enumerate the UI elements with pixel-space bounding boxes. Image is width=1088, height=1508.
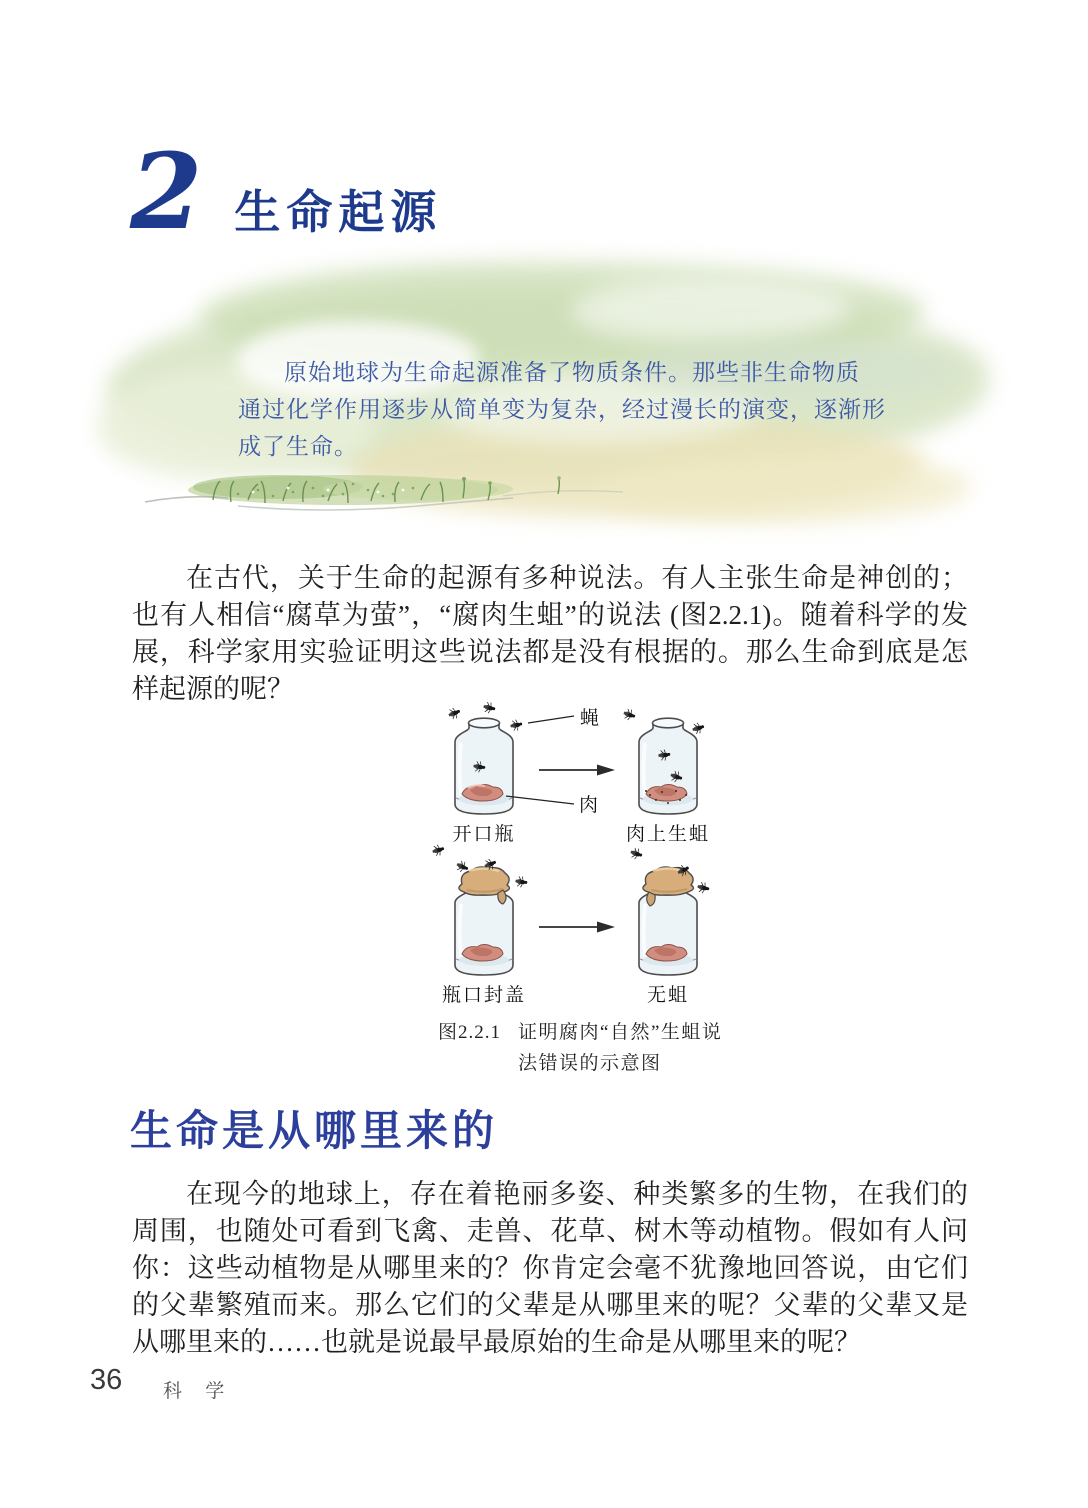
fly-icon: [514, 875, 528, 888]
open-jar-maggots-illustration: [618, 697, 715, 820]
meat-pointer-label: 肉: [579, 795, 599, 816]
book-title: 科 学: [163, 1381, 234, 1402]
figure-caption-number: 图2.2.1: [438, 1022, 502, 1043]
watercolor-cloud: [571, 278, 849, 342]
arrow-right-icon: [538, 920, 616, 934]
paragraph-ancient-theories: 在古代，关于生命的起源有多种说法。有人主张生命是神创的；也有人相信“腐草为萤”，“腐肉生蛆”的说法 (图2.2.1)。随着科学的发展，科学家用实验证明这些说法都是没有根据的。那么生命到底是怎样起源的呢？: [132, 563, 968, 704]
meat-illustration: [462, 785, 503, 802]
intro-banner: [88, 262, 1016, 528]
banner-text: [238, 354, 898, 465]
fly-icon: [509, 719, 523, 732]
paragraph-where-life-from: 在现今的地球上，存在着艳丽多姿、种类繁多的生物，在我们的周围，也随处可看到飞禽、走兽、花草、树木等动植物。假如有人问你：这些动植物是从哪里来的？你肯定会毫不犹豫地回答说，由它们的父辈繁殖而来。那么它们的父辈是从哪里来的呢？父辈的父辈又是从哪里来的……也就是说最早最原始的生命是从哪里来的呢？: [132, 1179, 968, 1357]
fly-icon: [621, 707, 637, 722]
pointer-line: [528, 716, 574, 723]
figure-caption: [438, 1017, 734, 1079]
fly-icon: [696, 881, 711, 895]
jar-label-sealed: 瓶口封盖: [441, 985, 527, 1006]
fly-icon: [446, 706, 462, 721]
banner-line: 成了生命。: [238, 434, 358, 459]
jar-label-no-maggots: 无蛆: [646, 985, 690, 1006]
fly-pointer-label: 蝇: [580, 708, 600, 729]
fly-icon: [691, 721, 706, 735]
banner-line: 原始地球为生命起源准备了物质条件。那些非生命物质: [284, 360, 860, 385]
chapter-header: [130, 130, 443, 253]
fly-icon: [628, 846, 644, 861]
open-jar-illustration: [440, 697, 615, 820]
banner-line: 通过化学作用逐步从简单变为复杂，经过漫长的演变，逐渐形: [238, 397, 886, 422]
chapter-title: 生命起源: [234, 186, 443, 238]
section-heading: 生命是从哪里来的: [130, 1107, 499, 1154]
arrow-right-icon: [538, 763, 616, 777]
jar-label-maggots: 肉上生蛆: [625, 824, 711, 845]
fly-icon: [482, 701, 497, 715]
figure-caption-text: 证明腐肉“自然”生蛆说法错误的示意图: [518, 1022, 723, 1074]
sealed-jar-illustration: [425, 840, 535, 978]
fly-icon: [431, 843, 446, 857]
page-number: 36: [90, 1364, 123, 1396]
figure-2-2-1: [410, 693, 772, 1085]
sealed-jar-no-maggots-illustration: [620, 840, 730, 978]
chapter-number: 2: [130, 130, 203, 253]
pointer-line: [506, 796, 574, 804]
jar-label-open: 开口瓶: [452, 824, 516, 845]
